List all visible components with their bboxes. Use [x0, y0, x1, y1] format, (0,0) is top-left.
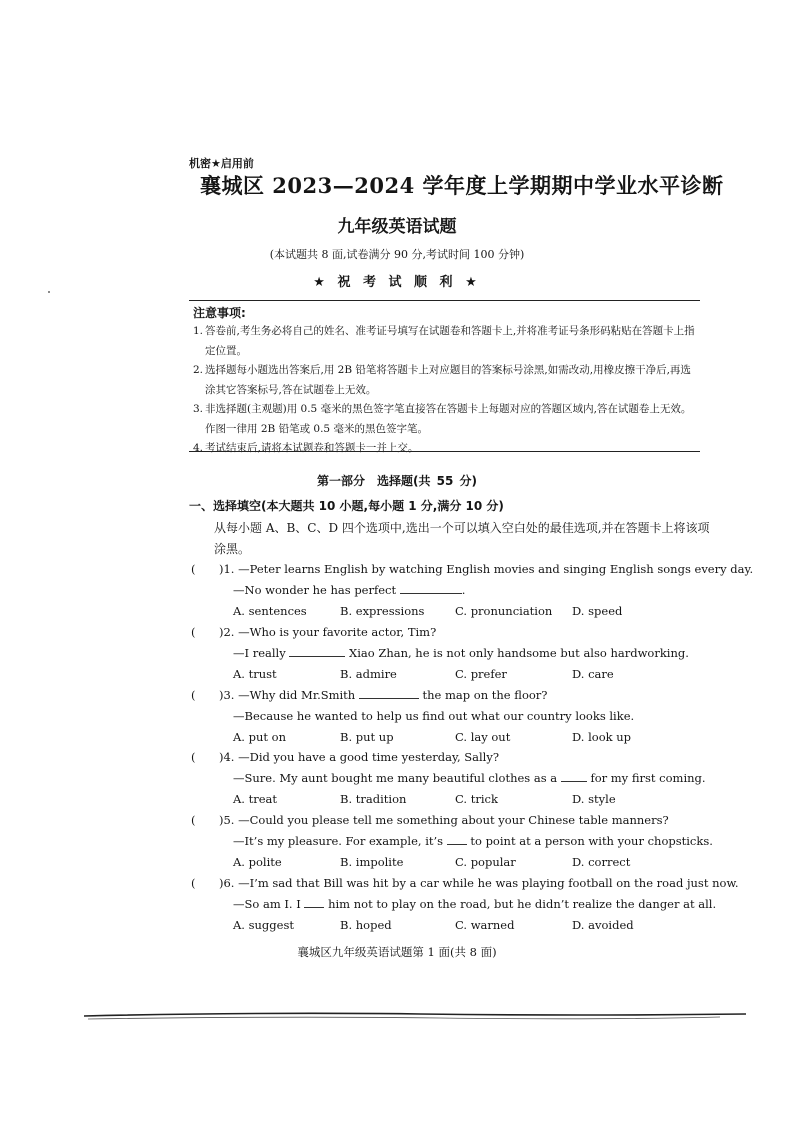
exam-subtitle: 九年级英语试题	[337, 217, 457, 237]
exam-info: (本试题共 8 面,试卷满分 90 分,考试时间 100 分钟)	[269, 248, 525, 261]
option-b: B. impolite	[340, 855, 404, 869]
answer-blank	[447, 834, 467, 845]
question-text: —Why did Mr.Smith	[238, 688, 356, 702]
answer-blank	[400, 583, 462, 594]
question-number: )4.	[219, 750, 235, 764]
question-number: )5.	[219, 813, 235, 827]
question-line	[233, 771, 706, 785]
scan-speck	[48, 291, 50, 293]
part-title: 第一部分 选择题(共 55 分)	[316, 474, 478, 488]
question-number: )3.	[219, 688, 235, 702]
question-line	[219, 562, 753, 576]
option-b: B. hoped	[340, 918, 392, 932]
option-c: C. pronunciation	[455, 604, 553, 618]
question-text: —It’s my pleasure. For example, it’s	[233, 834, 444, 848]
answer-blank	[561, 771, 587, 782]
answer-blank	[304, 897, 324, 908]
note-number: 4.	[193, 442, 204, 454]
question-text: the map on the floor?	[422, 688, 548, 702]
answer-paren: (	[191, 625, 196, 639]
confidential-label: 机密★启用前	[189, 157, 254, 170]
section-instructions: 从每小题 A、B、C、D 四个选项中,选出一个可以填入空白处的最佳选项,并在答题卡上将该项涂黑。	[214, 521, 710, 556]
option-d: D. avoided	[572, 918, 634, 932]
option-d: D. correct	[572, 855, 631, 869]
option-c: C. trick	[455, 792, 498, 806]
answer-paren: (	[191, 688, 196, 702]
question-line	[233, 897, 716, 911]
question-number: )6.	[219, 876, 235, 890]
question-line	[219, 750, 499, 764]
option-a: A. sentences	[233, 604, 307, 618]
option-c: C. lay out	[455, 730, 511, 744]
question-text: —Sure. My aunt bought me many beautiful clothes as a	[233, 771, 558, 785]
answer-blank	[359, 688, 419, 699]
note-item	[193, 439, 698, 459]
answer-blank	[289, 646, 345, 657]
note-text: 非选择题(主观题)用 0.5 毫米的黑色签字笔直接答在答题卡上每题对应的答题区域内,答在试题卷上无效。作图一律用 2B 铅笔或 0.5 毫米的黑色签字笔。	[205, 403, 692, 435]
note-text: 考试结束后,请将本试题卷和答题卡一并上交。	[205, 442, 419, 454]
option-d: D. look up	[572, 730, 632, 744]
question-number: )2.	[219, 625, 235, 639]
question-line	[219, 813, 669, 827]
question-line	[233, 834, 713, 848]
option-b: B. tradition	[340, 792, 407, 806]
option-b: B. expressions	[340, 604, 425, 618]
option-c: C. prefer	[455, 667, 507, 681]
option-a: A. trust	[233, 667, 277, 681]
note-text: 答卷前,考生务必将自己的姓名、准考证号填写在试题卷和答题卡上,并将准考证号条形码粘贴在答题卡上指定位置。	[205, 325, 695, 357]
note-number: 1.	[193, 325, 204, 337]
question-text: —Who is your favorite actor, Tim?	[238, 625, 437, 639]
question-line	[219, 625, 436, 639]
question-text: —So am I. I	[233, 897, 301, 911]
question-text: —I’m sad that Bill was hit by a car while he was playing football on the road just now.	[238, 876, 739, 890]
question-text: —I really	[233, 646, 286, 660]
note-item	[193, 361, 698, 400]
option-b: B. put up	[340, 730, 394, 744]
exam-main-title: 襄城区 2023—2024 学年度上学期期中学业水平诊断	[200, 173, 724, 198]
question-line	[219, 876, 739, 890]
section-title: 一、选择填空(本大题共 10 小题,每小题 1 分,满分 10 分)	[189, 499, 504, 513]
question-text: for my first coming.	[590, 771, 706, 785]
option-c: C. popular	[455, 855, 516, 869]
note-item	[193, 322, 698, 361]
note-item	[193, 400, 698, 439]
question-text: —Could you please tell me something about your Chinese table manners?	[238, 813, 669, 827]
blessing-banner: ★ 祝 考 试 顺 利 ★	[313, 275, 481, 290]
notes-top-rule	[189, 300, 700, 301]
option-d: D. speed	[572, 604, 623, 618]
page-footer: 襄城区九年级英语试题第 1 面(共 8 面)	[297, 945, 497, 959]
option-a: A. put on	[233, 730, 286, 744]
question-line	[233, 583, 465, 597]
option-d: D. care	[572, 667, 614, 681]
question-line	[233, 646, 689, 660]
option-b: B. admire	[340, 667, 397, 681]
notes-list	[193, 322, 698, 459]
question-text: —Did you have a good time yesterday, Sally?	[238, 750, 500, 764]
question-text: Xiao Zhan, he is not only handsome but also hardworking.	[349, 646, 689, 660]
note-text: 选择题每小题选出答案后,用 2B 铅笔将答题卡上对应题目的答案标号涂黑,如需改动,用橡皮擦干净后,再选涂其它答案标号,答在试题卷上无效。	[205, 364, 691, 396]
scan-edge-lines	[80, 1008, 750, 1022]
question-text: him not to play on the road, but he didn’t realize the danger at all.	[328, 897, 717, 911]
question-number: )1.	[219, 562, 235, 576]
answer-paren: (	[191, 750, 196, 764]
note-number: 3.	[193, 403, 204, 415]
option-d: D. style	[572, 792, 616, 806]
option-c: C. warned	[455, 918, 515, 932]
notes-bottom-rule	[189, 451, 700, 452]
option-a: A. suggest	[233, 918, 294, 932]
note-number: 2.	[193, 364, 204, 376]
answer-paren: (	[191, 813, 196, 827]
option-a: A. treat	[233, 792, 278, 806]
question-text: —Peter learns English by watching English movies and singing English songs every day.	[238, 562, 754, 576]
question-line	[219, 688, 547, 702]
notes-title: 注意事项:	[193, 306, 246, 320]
option-a: A. polite	[233, 855, 282, 869]
answer-paren: (	[191, 876, 196, 890]
question-text: .	[461, 583, 466, 597]
question-line: —Because he wanted to help us find out what our country looks like.	[233, 709, 635, 723]
question-text: —No wonder he has perfect	[233, 583, 397, 597]
answer-paren: (	[191, 562, 196, 576]
question-text: to point at a person with your chopsticks.	[470, 834, 713, 848]
